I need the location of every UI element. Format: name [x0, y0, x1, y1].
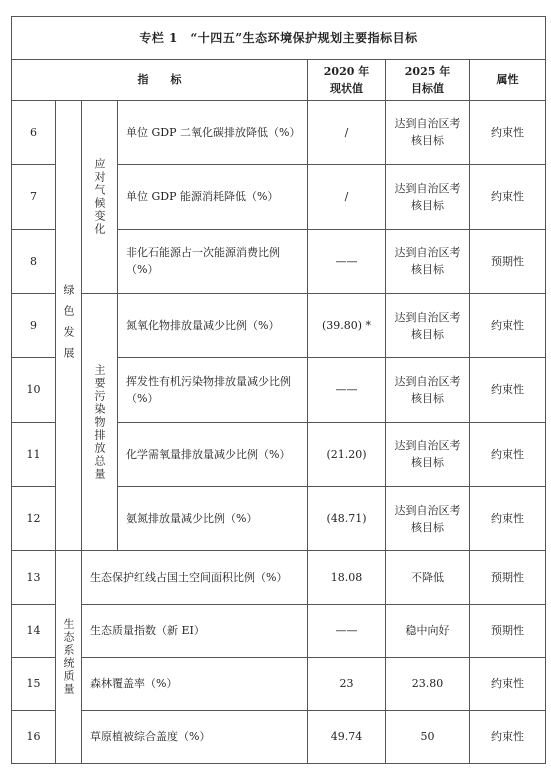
target-2025: 不降低 [386, 551, 470, 604]
indicator-name: 草原植被综合盖度（%） [82, 710, 308, 763]
category-pollutant-emissions: 主要污染物排放总量 [82, 293, 118, 551]
row-number: 8 [12, 229, 56, 293]
indicator-name: 生态保护红线占国土空间面积比例（%） [82, 551, 308, 604]
value-2020: / [308, 100, 386, 164]
header-indicator: 指 标 [12, 59, 308, 100]
row-number: 10 [12, 358, 56, 422]
category-ecosystem-quality: 生态系统质量 [56, 551, 82, 764]
indicator-name: 单位 GDP 二氧化碳排放降低（%） [118, 100, 308, 164]
attribute: 约束性 [470, 710, 546, 763]
indicator-name: 森林覆盖率（%） [82, 657, 308, 710]
attribute: 约束性 [470, 100, 546, 164]
row-number: 16 [12, 710, 56, 763]
value-2020: 49.74 [308, 710, 386, 763]
target-2025: 达到自治区考核目标 [386, 358, 470, 422]
attribute: 约束性 [470, 487, 546, 551]
value-2020: —— [308, 358, 386, 422]
attribute: 约束性 [470, 165, 546, 229]
value-2020: 18.08 [308, 551, 386, 604]
value-2020: —— [308, 229, 386, 293]
indicator-name: 氨氮排放量减少比例（%） [118, 487, 308, 551]
indicator-name: 挥发性有机污染物排放量减少比例（%） [118, 358, 308, 422]
target-2025: 达到自治区考核目标 [386, 229, 470, 293]
header-2025: 2025 年 目标值 [386, 59, 470, 100]
attribute: 约束性 [470, 293, 546, 357]
row-number: 13 [12, 551, 56, 604]
indicator-name: 化学需氧量排放量减少比例（%） [118, 422, 308, 486]
value-2020: (39.80) * [308, 293, 386, 357]
target-2025: 达到自治区考核目标 [386, 100, 470, 164]
target-2025: 达到自治区考核目标 [386, 422, 470, 486]
target-2025: 达到自治区考核目标 [386, 487, 470, 551]
row-number: 6 [12, 100, 56, 164]
value-2020: / [308, 165, 386, 229]
row-number: 9 [12, 293, 56, 357]
row-number: 15 [12, 657, 56, 710]
attribute: 约束性 [470, 422, 546, 486]
indicator-table [11, 16, 546, 764]
value-2020: (48.71) [308, 487, 386, 551]
category-climate-change: 应对气候变化 [82, 100, 118, 293]
row-number: 12 [12, 487, 56, 551]
value-2020: (21.20) [308, 422, 386, 486]
indicator-name: 生态质量指数（新 EI） [82, 604, 308, 657]
row-number: 11 [12, 422, 56, 486]
table-title: 专栏 1 “十四五”生态环境保护规划主要指标目标 [12, 17, 546, 60]
value-2020: 23 [308, 657, 386, 710]
indicator-name: 单位 GDP 能源消耗降低（%） [118, 165, 308, 229]
target-2025: 50 [386, 710, 470, 763]
indicator-name: 非化石能源占一次能源消费比例（%） [118, 229, 308, 293]
attribute: 约束性 [470, 358, 546, 422]
row-number: 7 [12, 165, 56, 229]
attribute: 预期性 [470, 551, 546, 604]
header-2020: 2020 年 现状值 [308, 59, 386, 100]
attribute: 预期性 [470, 229, 546, 293]
attribute: 约束性 [470, 657, 546, 710]
category-green-development: 绿色发展 [56, 100, 82, 551]
row-number: 14 [12, 604, 56, 657]
attribute: 预期性 [470, 604, 546, 657]
target-2025: 稳中向好 [386, 604, 470, 657]
value-2020: —— [308, 604, 386, 657]
indicator-name: 氮氧化物排放量减少比例（%） [118, 293, 308, 357]
target-2025: 23.80 [386, 657, 470, 710]
target-2025: 达到自治区考核目标 [386, 165, 470, 229]
header-attribute: 属性 [470, 59, 546, 100]
target-2025: 达到自治区考核目标 [386, 293, 470, 357]
